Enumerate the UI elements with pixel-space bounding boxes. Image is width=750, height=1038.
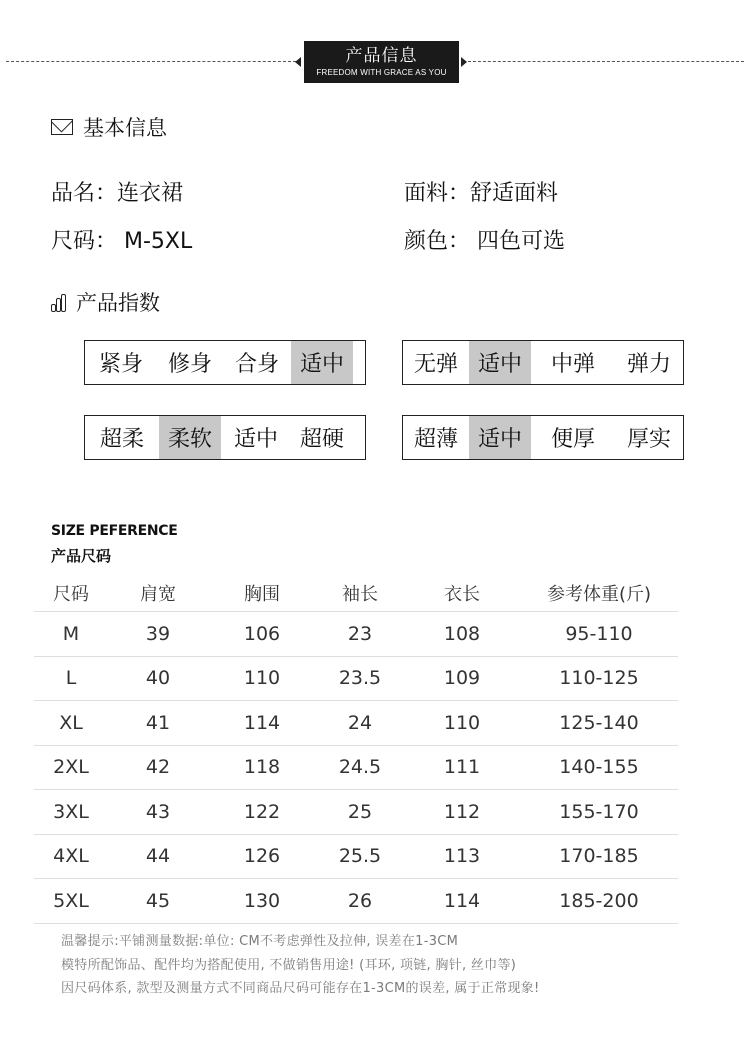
header-title: 产品信息 [345,46,418,66]
table-cell: 108 [443,622,481,645]
product-fabric: 面料：舒适面料 [404,181,559,206]
table-cell: 110 [243,667,281,690]
fit-index [84,340,366,385]
table-cell: 24.5 [338,756,382,779]
bar-chart-icon [51,293,66,311]
size-table [34,574,678,924]
thickness-option: 厚实 [626,427,671,452]
fit-option-selected: 适中 [291,341,353,384]
table-cell: M [62,622,80,645]
table-cell: 122 [243,800,281,823]
table-cell: 3XL [53,800,89,823]
note-line: 温馨提示:平铺测量数据:单位: CM不考虑弹性及拉伸, 误差在1-3CM [61,934,459,949]
table-cell: 5XL [53,889,89,912]
table-cell: 39 [145,622,171,645]
thickness-option-selected: 适中 [469,416,531,459]
note-line: 因尺码体系, 款型及测量方式不同商品尺码可能存在1-3CM的误差, 属于正常现象! [61,981,540,996]
table-cell: 23 [347,622,373,645]
elasticity-index [402,340,684,385]
product-index-heading [51,287,160,317]
note-line: 模特所配饰品、配件均为搭配使用, 不做销售用途! (耳环, 项链, 胸针, 丝巾等) [61,957,517,973]
elasticity-option-selected: 适中 [469,341,531,384]
arrow-right-icon [461,57,467,67]
thickness-option: 便厚 [550,427,595,452]
table-cell: 118 [243,756,281,779]
product-size-range: 尺码： M-5XL [51,229,193,254]
table-cell: 44 [145,845,171,868]
table-cell: 113 [443,845,481,868]
table-cell: 25 [347,800,373,823]
table-cell: 126 [243,845,281,868]
table-row [34,790,678,835]
table-cell: 45 [145,889,171,912]
table-cell: 26 [347,889,373,912]
size-chart-title-en: SIZE PEFERENCE [51,523,178,539]
table-row [34,701,678,746]
softness-index [84,415,366,460]
header-cell: 尺码 [53,583,89,605]
header-cell: 参考体重(斤) [546,583,652,605]
table-cell: 114 [243,711,281,734]
table-cell: 170-185 [559,845,639,868]
table-cell: 109 [443,667,481,690]
table-cell: 110-125 [559,667,639,690]
header-cell: 衣长 [444,583,480,605]
table-cell: 185-200 [559,889,639,912]
softness-option: 超硬 [299,427,344,452]
table-cell: 125-140 [559,711,639,734]
table-cell: 25.5 [338,845,382,868]
table-cell: 114 [443,889,481,912]
table-cell: 43 [145,800,171,823]
arrow-left-icon [295,57,301,67]
size-table-header [34,574,678,612]
softness-option: 适中 [233,427,278,452]
table-row [34,879,678,924]
table-row [34,746,678,791]
product-name: 品名：连衣裙 [51,181,184,206]
elasticity-option: 无弹 [413,352,458,377]
header-divider-right [468,61,744,62]
header-cell: 肩宽 [140,583,176,605]
size-table-body [34,612,678,924]
fit-option: 合身 [234,352,279,377]
softness-option-selected: 柔软 [159,416,221,459]
fit-option: 紧身 [98,352,143,377]
thickness-index [402,415,684,460]
table-row [34,612,678,657]
size-notes [61,930,540,1001]
header-cell: 袖长 [342,583,378,605]
table-cell: L [65,667,77,690]
table-cell: 110 [443,711,481,734]
table-cell: 41 [145,711,171,734]
table-cell: 112 [443,800,481,823]
table-cell: XL [59,711,83,734]
table-cell: 106 [243,622,281,645]
header-divider-left [6,61,296,62]
table-cell: 24 [347,711,373,734]
envelope-icon [51,119,73,135]
table-cell: 4XL [53,845,89,868]
header-banner [304,41,459,83]
table-cell: 2XL [53,756,89,779]
table-row [34,835,678,880]
header-cell: 胸围 [244,583,280,605]
table-cell: 95-110 [565,622,633,645]
product-color: 颜色： 四色可选 [404,229,565,254]
table-cell: 140-155 [559,756,639,779]
table-cell: 111 [443,756,481,779]
basic-info-heading [51,112,167,142]
elasticity-option: 中弹 [550,352,595,377]
table-cell: 42 [145,756,171,779]
table-cell: 40 [145,667,171,690]
basic-info-heading-text: 基本信息 [83,116,167,140]
table-row [34,657,678,702]
elasticity-option: 弹力 [626,352,671,377]
softness-option: 超柔 [99,427,144,452]
table-cell: 155-170 [559,800,639,823]
product-index-heading-text: 产品指数 [76,291,160,315]
size-chart-title-cn: 产品尺码 [51,547,112,565]
header-subtitle: FREEDOM WITH GRACE AS YOU [316,68,447,77]
table-cell: 23.5 [338,667,382,690]
thickness-option: 超薄 [413,427,458,452]
fit-option: 修身 [167,352,212,377]
table-cell: 130 [243,889,281,912]
